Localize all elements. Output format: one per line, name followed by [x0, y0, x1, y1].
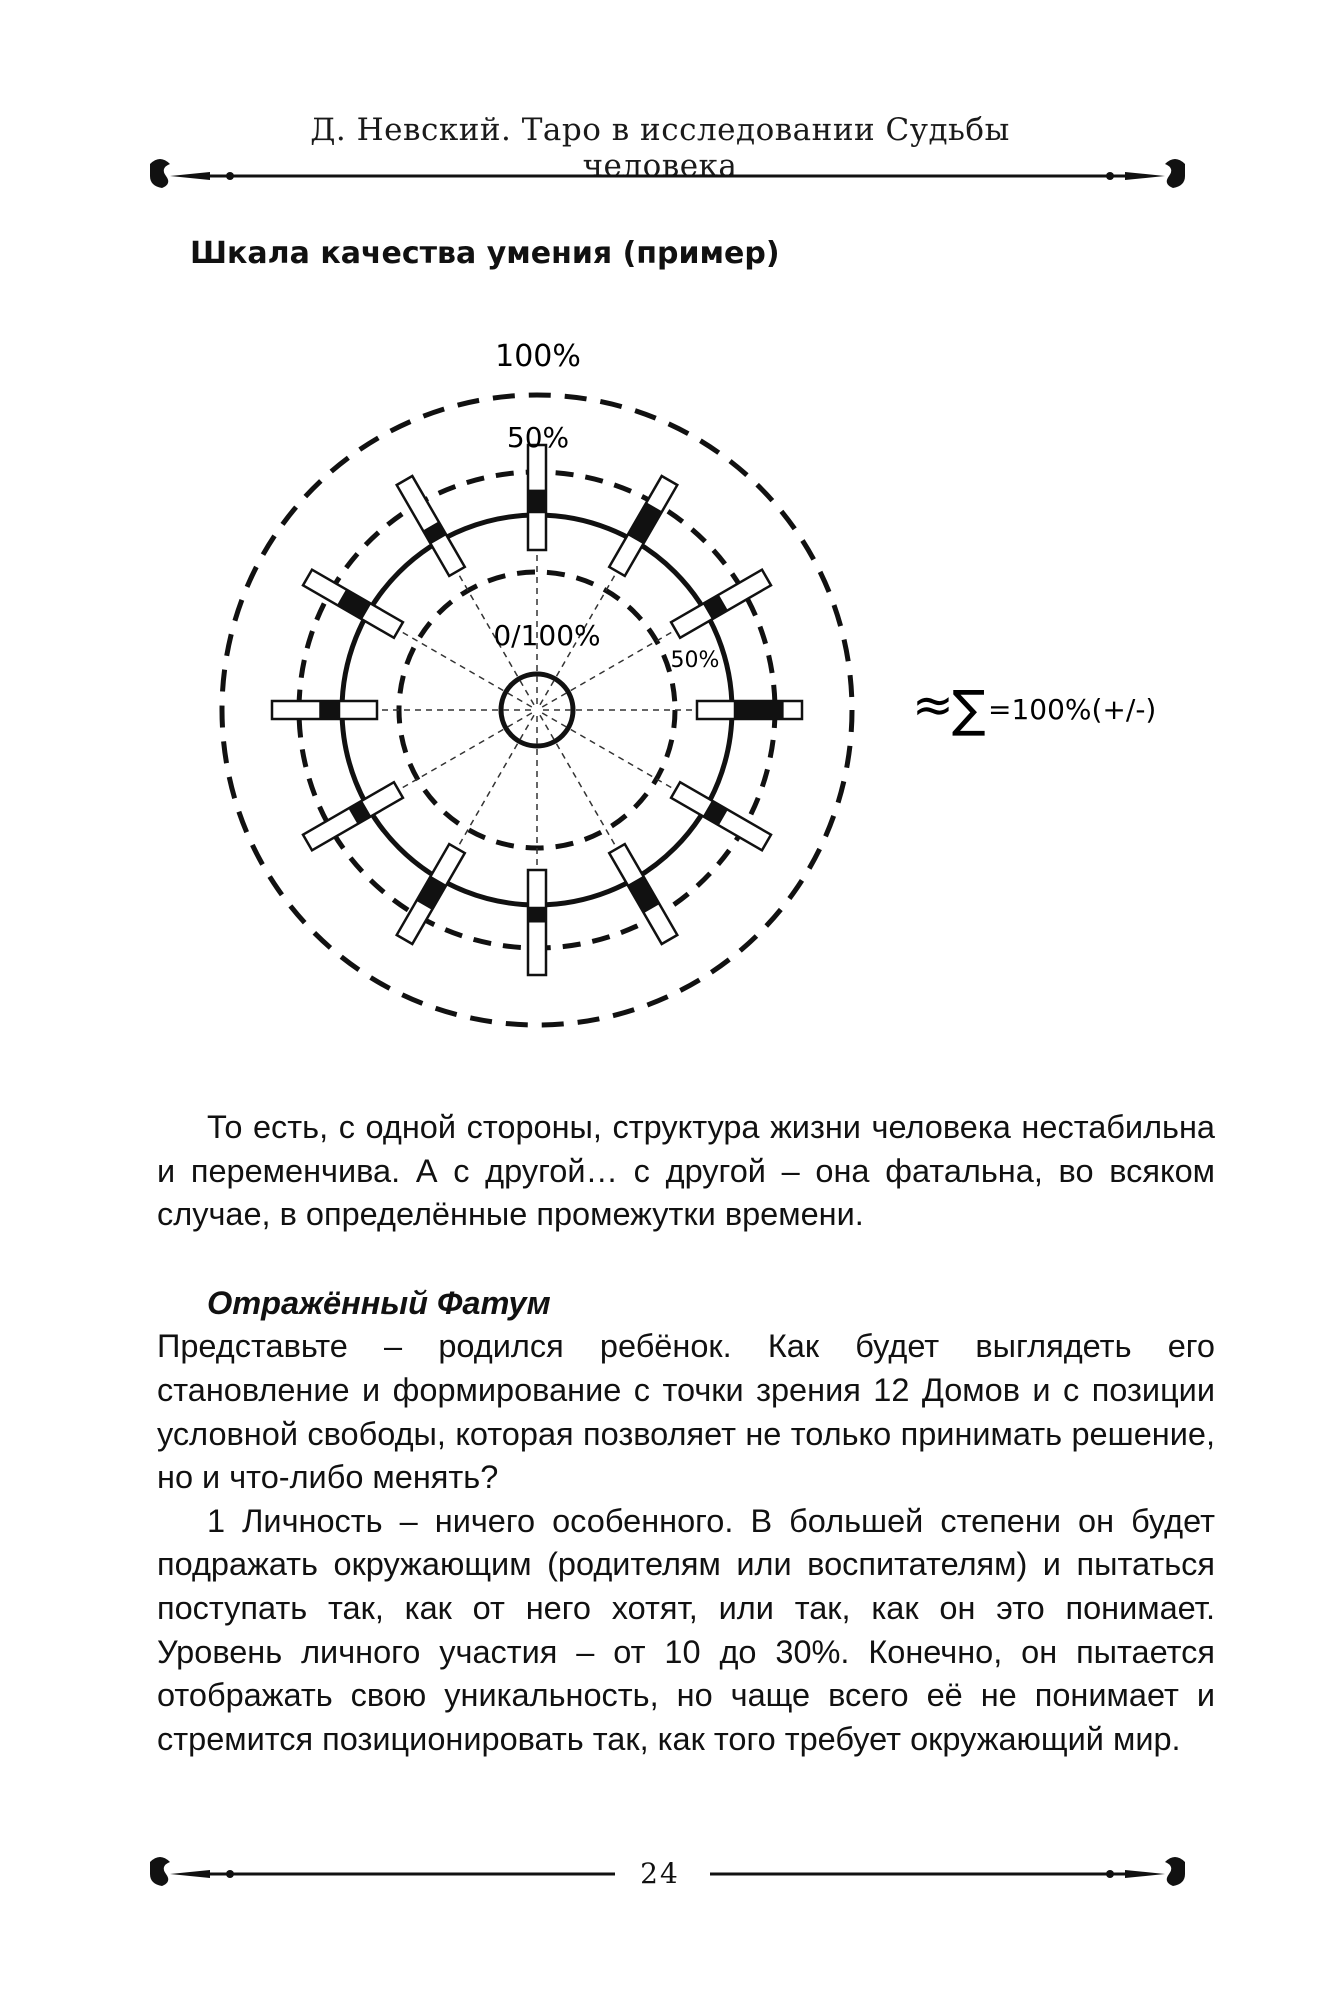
sum-annotation [912, 676, 1156, 738]
figure-title: Шкала качества умения (пример) [190, 236, 780, 271]
ornament-left-icon [150, 1857, 234, 1886]
spoke-bar [528, 445, 546, 550]
approx-symbol: ≈ [912, 676, 954, 734]
spoke-line [540, 715, 617, 848]
label-outer-100: 100% [495, 339, 581, 374]
spoke-bar [609, 476, 677, 576]
label-ring-50: 50% [670, 648, 720, 673]
spoke-bar-fill [734, 701, 784, 719]
spoke-bar [303, 570, 403, 638]
ornament-right-icon [1106, 1857, 1185, 1886]
spoke-line [457, 715, 534, 848]
subheading-reflected-fatum: Отражённый Фатум [207, 1284, 551, 1321]
label-inner-0-100: 0/100% [493, 619, 601, 652]
spoke-bar [303, 782, 403, 850]
spoke-bar [272, 701, 377, 719]
spoke-bar-fill [628, 502, 662, 544]
paragraph-3: 1 Личность – ничего особенного. В большей степени он будет подражать окружающим (родителям или воспитателям) и пытаться поступать так, как от него хотят, или так, как он это понимает. Уровень личного участия – от 10 до 30%. Конечно, он пытается отображать свою уникальность, но чаще всего её не понимает и стремится позиционировать так, как того требует окружающий мир. [157, 1502, 1215, 1757]
center-ring [501, 674, 573, 746]
body-text [157, 1106, 1215, 1761]
paragraph-2: Представьте – родился ребёнок. Как будет выглядеть его становление и формирование с точки зрения 12 Домов и с позиции условной свободы, которая позволяет не только принимать решение, но и что-либо менять? [157, 1328, 1215, 1496]
spoke-bar-fill [319, 701, 340, 719]
diagram-spokes [272, 445, 802, 975]
spoke-bar [528, 870, 546, 975]
paragraph-1: То есть, с одной стороны, структура жизни человека нестабильна и переменчива. А с другой… с другой – она фатальна, во всяком случае, в определённые промежутки времени. [157, 1109, 1215, 1233]
spoke-bar [397, 844, 465, 944]
spoke-bar-fill [528, 490, 546, 514]
page-number: 24 [640, 1857, 680, 1890]
spoke-bar [697, 701, 802, 719]
running-head: Д. Невский. Таро в исследовании Судьбы человека [310, 112, 1010, 184]
spoke-bar [609, 844, 677, 944]
spoke-bar [671, 570, 771, 638]
spoke-bar-fill [528, 907, 546, 923]
label-middle-50: 50% [506, 421, 570, 454]
spoke-bar [397, 476, 465, 576]
sigma-symbol: ∑ [952, 680, 986, 738]
spoke-bar [671, 782, 771, 850]
sum-value: =100%(+/-) [988, 693, 1157, 726]
